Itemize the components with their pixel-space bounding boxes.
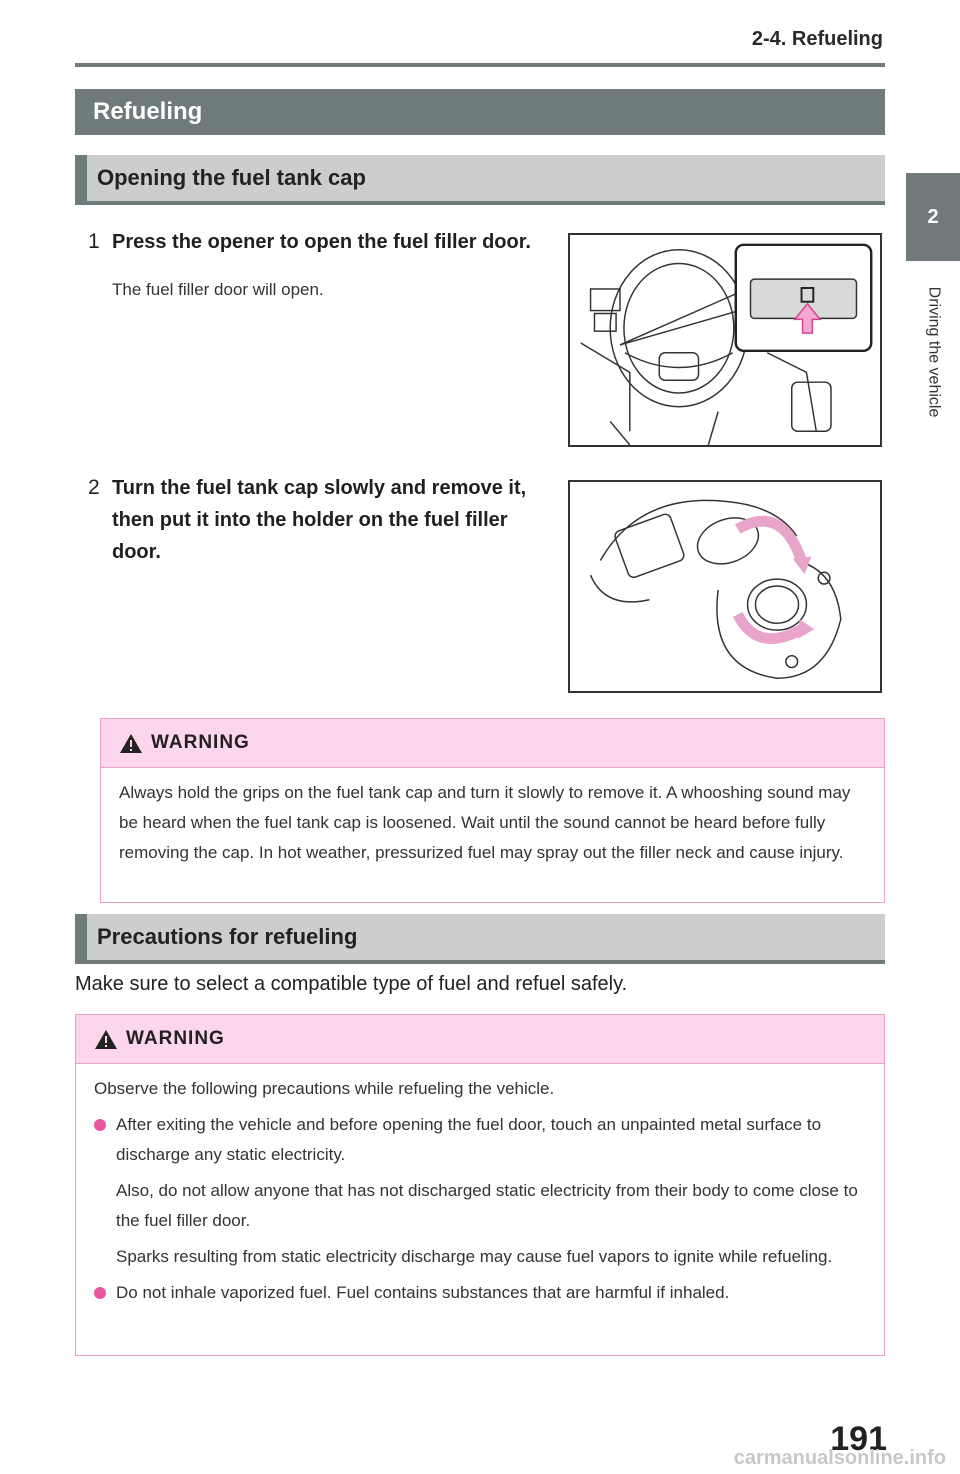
chapter-tab	[906, 173, 960, 261]
bullet-paragraph: Sparks resulting from static electricity discharge may cause fuel vapors to ignite while refueling.	[116, 1247, 833, 1266]
warning-header	[76, 1015, 884, 1064]
list-item	[94, 1278, 868, 1308]
pink-dot-icon	[94, 1119, 106, 1131]
bullet-paragraph: Do not inhale vaporized fuel. Fuel contains substances that are harmful if inhaled.	[116, 1283, 730, 1302]
step-1-number: 1	[88, 230, 100, 253]
subsection-precautions-title: Precautions for refueling	[75, 914, 885, 960]
chapter-label	[910, 262, 956, 442]
warning-triangle-icon	[119, 733, 143, 754]
precautions-intro: Make sure to select a compatible type of fuel and refuel safely.	[75, 973, 628, 995]
fuel-cap-drawing	[570, 482, 880, 691]
step-2-text: Turn the fuel tank cap slowly and remove it, then put it into the holder on the fuel filler door.	[112, 477, 527, 563]
step-1-description: The fuel filler door will open.	[112, 280, 324, 299]
watermark: carmanualsonline.info	[733, 1447, 946, 1469]
warning-header	[101, 719, 884, 768]
pink-dot-icon	[94, 1287, 106, 1299]
page-number: 191	[830, 1420, 887, 1458]
warning-title: WARNING	[151, 732, 250, 753]
fuel-cap-illustration	[568, 480, 882, 693]
fuel-opener-illustration	[568, 233, 882, 447]
step-2	[88, 472, 543, 568]
running-header: 2-4. Refueling	[751, 28, 883, 50]
subsection-opening-title: Opening the fuel tank cap	[75, 155, 885, 201]
step-1-text: Press the opener to open the fuel filler door.	[112, 231, 531, 253]
chapter-number: 2	[927, 205, 939, 228]
step-1	[88, 226, 543, 258]
warning-text: Always hold the grips on the fuel tank cap and turn it slowly to remove it. A whooshing sound may be heard when the fuel tank cap is loosened. Wait until the sound cannot be heard before fully removing the cap. In hot weather, pressurized fuel may spray out the filler neck and cause injury.	[119, 783, 851, 862]
warning-box-fuel-cap	[100, 718, 885, 903]
bullet-paragraph: Also, do not allow anyone that has not discharged static electricity from their body to come close to the fuel filler door.	[116, 1181, 858, 1230]
chapter-label-text: Driving the vehicle	[925, 286, 943, 418]
warning-triangle-icon	[94, 1029, 118, 1050]
header-rule	[75, 63, 885, 67]
warning-content	[76, 1064, 884, 1320]
warning-intro: Observe the following precautions while refueling the vehicle.	[94, 1079, 555, 1098]
warning-box-precautions	[75, 1014, 885, 1356]
warning-title: WARNING	[126, 1028, 225, 1049]
bullet-paragraph: After exiting the vehicle and before opening the fuel door, touch an unpainted metal surface to discharge any static electricity.	[116, 1115, 822, 1164]
step-2-number: 2	[88, 476, 100, 499]
dashboard-drawing	[570, 235, 880, 445]
list-item	[94, 1110, 868, 1272]
section-title: Refueling	[75, 89, 885, 135]
